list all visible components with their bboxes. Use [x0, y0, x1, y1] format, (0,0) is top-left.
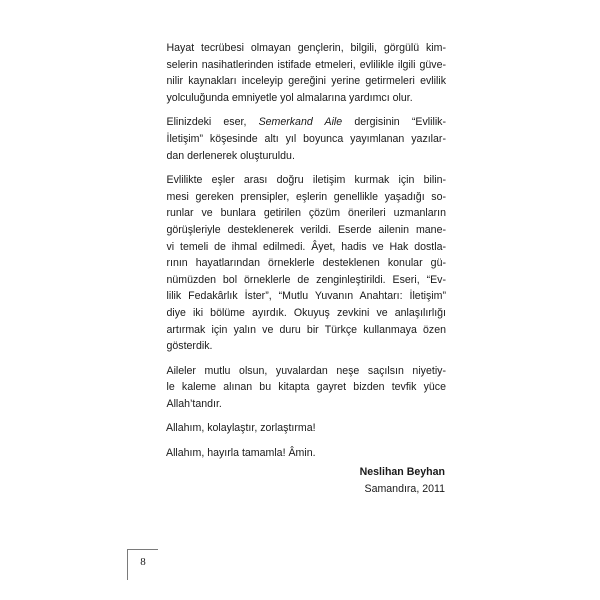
paragraph-2: [166, 114, 446, 164]
text-line: vi temeli de ihmal edilmedi. Âyet, hadis ve Hak dostla-: [166, 240, 446, 253]
text-line: mesi gereken prensipler, eşlerin genellikle yaşadığı so-: [166, 190, 446, 203]
text-line: Allah’tandır.: [166, 397, 222, 410]
text-line: yolculuğunda emniyetle yol almalarına yardımcı olur.: [166, 91, 413, 104]
text-line: Aileler mutlu olsun, yuvalardan neşe saçılsın niyetiy-: [166, 364, 446, 377]
text-line: rının hayatlarından örneklerle desteklenen konular gü-: [166, 257, 446, 270]
prayer-line-1: Allahım, kolaylaştır, zorlaştırma!: [166, 422, 316, 435]
page-number: 8: [140, 556, 146, 568]
signature-block: [360, 464, 445, 498]
paragraph-4: [166, 363, 446, 413]
text-line: gösterdik.: [166, 340, 213, 353]
text-line: İletişim” köşesinde altı yıl boyunca yayımlanan yazılar-: [166, 132, 446, 145]
text-line: Evlilikte eşler arası doğru iletişim kurmak için bilin-: [166, 174, 446, 187]
prayer-line-2: Allahım, hayırla tamamla! Âmin.: [166, 447, 316, 460]
text-line: artırmak için yalın ve duru bir Türkçe kullanmaya özen: [166, 323, 446, 336]
text-line: diye iki bölüme ayırdık. Okuyuş zevkini ve anlaşılırlığı: [166, 306, 446, 319]
text-line: nilir kaynakları inceleyip gereğini yerine getirmeleri evlilik: [166, 75, 446, 88]
text-line: dan derlenerek oluşturuldu.: [166, 149, 295, 162]
paragraph-3: [166, 172, 446, 355]
text-line: Hayat tecrübesi olmayan gençlerin, bilgili, görgülü kim-: [166, 42, 446, 54]
text-line: lilik Fedakârlık İster”, “Mutlu Yuvanın Anahtarı: İletişim”: [166, 290, 446, 303]
text-line: görüşleriyle desteklenerek verildi. Eserde ailenin mane-: [166, 223, 446, 236]
place-date: Samandıra, 2011: [364, 483, 445, 495]
text-line: nümüzden bol örneklerle de zenginleştirildi. Eseri, “Ev-: [166, 273, 446, 286]
magazine-name: Semerkand Aile: [258, 116, 343, 129]
text-line: runlar ve bunlara getirilen çözüm önerileri uzmanların: [166, 207, 446, 220]
text-line: Elinizdeki eser, Semerkand Aile dergisinin “Evlilik-: [166, 116, 446, 129]
preface-text: [166, 40, 446, 470]
text-line: selerin nasihatlerinden istifade etmeleri, evlilikle ilgili güve-: [166, 58, 446, 71]
text-line: le kaleme alınan bu kitapta gayret bizden tevfik yüce: [166, 381, 446, 394]
author-name: Neslihan Beyhan: [359, 466, 445, 478]
paragraph-1: [166, 40, 446, 106]
